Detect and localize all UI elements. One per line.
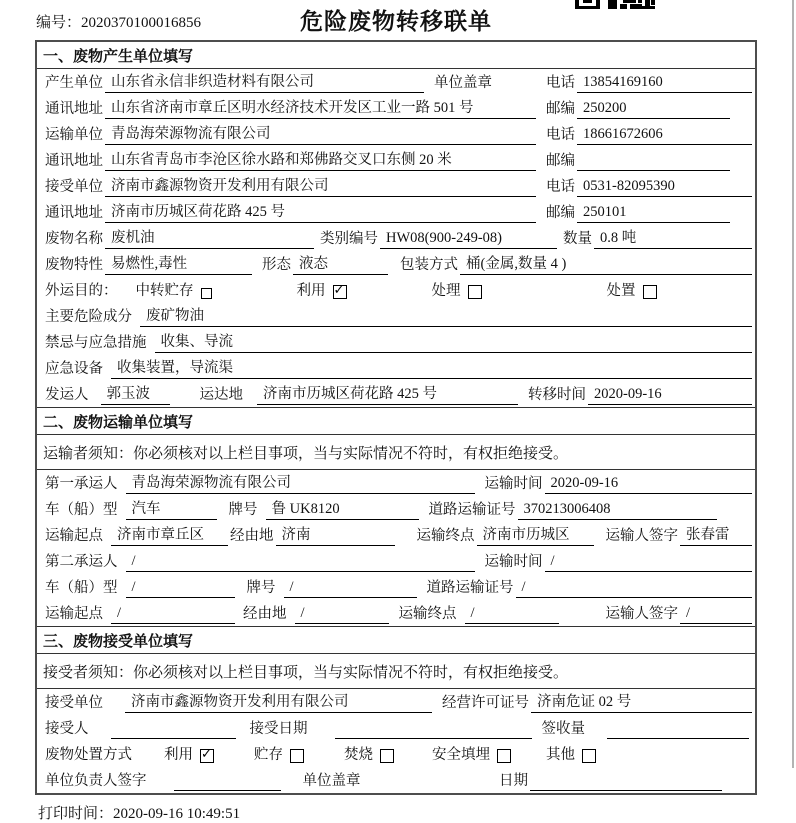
sign1-value: 张春雷 [680, 526, 752, 546]
option-label: 中转贮存 [135, 283, 194, 299]
checkbox-option [432, 746, 511, 765]
field-row-receiver-address [37, 199, 755, 225]
road-permit2-value: / [516, 578, 753, 598]
permit-value: 济南危证 02 号 [531, 693, 752, 713]
permit-label: 经营许可证号 [442, 695, 529, 711]
via2-value: / [295, 604, 389, 624]
form-value: 液态 [293, 255, 388, 275]
option-label: 其他 [546, 747, 575, 763]
field-row-transporter-address [37, 147, 755, 173]
shipper-label: 发运人 [45, 387, 89, 403]
option-label: 利用 [296, 283, 326, 299]
receiver-value: 济南市鑫源物资开发利用有限公司 [105, 177, 536, 197]
field-row-carrier1 [37, 470, 755, 496]
carrier1-time-value: 2020-09-16 [545, 474, 753, 494]
checkbox-icon [201, 288, 212, 299]
transporter-zip-value [577, 151, 730, 171]
qr-code-fragment-icon [575, 0, 655, 9]
zip-label: 邮编 [546, 153, 575, 169]
checkbox-icon [333, 285, 347, 299]
vehicle-label: 车（船）型 [45, 502, 118, 518]
option-label: 利用 [164, 747, 193, 763]
checkbox-option [432, 282, 482, 301]
terminal2-value: / [465, 604, 559, 624]
document-header [0, 0, 796, 40]
terminal-label: 运输终点 [416, 528, 475, 544]
transporter-phone-value: 18661672606 [577, 125, 752, 145]
accept-unit-value: 济南市鑫源物资开发利用有限公司 [125, 693, 432, 713]
road-permit-label: 道路运输证号 [428, 502, 516, 518]
producer-label: 产生单位 [45, 75, 103, 91]
plate2-value: / [284, 578, 417, 598]
transporter-notice: 运输者须知：你必须核对以上栏目事项，当与实际情况不符时，有权拒绝接受。 [37, 435, 755, 470]
receiver-label: 接受单位 [45, 179, 103, 195]
transporter-value: 青岛海荣源物流有限公司 [105, 125, 536, 145]
waste-name-label: 废物名称 [45, 231, 103, 247]
producer-zip-value: 250200 [577, 99, 730, 119]
carrier2-value: / [126, 552, 475, 572]
section3-title: 三、废物接受单位填写 [37, 626, 755, 654]
carrier-sign-label: 运输人签字 [605, 606, 678, 622]
seal-label: 单位盖章 [434, 75, 492, 91]
equipment-value: 收集装置，导流渠 [111, 359, 752, 379]
section2-title: 二、废物运输单位填写 [37, 407, 755, 435]
checkbox-icon [582, 749, 596, 763]
recipient-value [111, 719, 236, 739]
form-label: 形态 [262, 257, 291, 273]
checkbox-icon [468, 285, 482, 299]
serial-value: 2020370100016856 [81, 15, 202, 31]
checkbox-option [344, 746, 394, 765]
taboo-value: 收集、导流 [155, 333, 753, 353]
receiver-address-value: 济南市历城区荷花路 425 号 [105, 203, 536, 223]
producer-address-value: 山东省济南市章丘区明水经济技术开发区工业一路 501 号 [105, 99, 536, 119]
principal-value [174, 771, 281, 791]
shipper-value: 郭玉波 [101, 385, 170, 405]
destination-label: 运达地 [199, 387, 243, 403]
origin2-value: / [111, 604, 235, 624]
field-row-producer-address [37, 95, 755, 121]
category-value: HW08(900-249-08) [380, 229, 557, 249]
checkbox-option [254, 746, 304, 765]
field-row-recipient [37, 715, 755, 741]
hazard-value: 废矿物油 [140, 307, 752, 327]
checkbox-icon [200, 749, 214, 763]
option-label: 贮存 [254, 747, 283, 763]
receiver-phone-value: 0531-82095390 [577, 177, 752, 197]
field-row-disposal [37, 741, 755, 767]
carrier1-label: 第一承运人 [45, 476, 118, 492]
transporter-label: 运输单位 [45, 127, 103, 143]
recipient-label: 接受人 [45, 721, 89, 737]
accept-unit-label: 接受单位 [45, 695, 103, 711]
address-label: 通讯地址 [45, 101, 103, 117]
field-row-equipment [37, 355, 755, 381]
checkbox-option [136, 282, 212, 301]
carrier-sign-label: 运输人签字 [605, 528, 678, 544]
packing-label: 包装方式 [400, 257, 458, 273]
waste-name-value: 废机油 [105, 229, 314, 249]
purpose-label: 外运目的： [45, 283, 118, 299]
quantity-value: 0.8 吨 [594, 229, 752, 249]
plate-label: 牌号 [228, 502, 258, 518]
origin-label: 运输起点 [45, 606, 103, 622]
carrier2-time-value: / [545, 552, 753, 572]
phone-label: 电话 [546, 127, 575, 143]
field-row-vehicle2 [37, 574, 755, 600]
page-title: 危险废物转移联单 [300, 9, 492, 34]
option-label: 安全填埋 [432, 747, 490, 763]
origin1-value: 济南市章丘区 [111, 526, 228, 546]
principal-label: 单位负责人签字 [45, 773, 147, 789]
producer-phone-value: 13854169160 [577, 73, 752, 93]
field-row-vehicle1 [37, 496, 755, 522]
trait-label: 废物特性 [45, 257, 103, 273]
taboo-label: 禁忌与应急措施 [45, 335, 147, 351]
field-row-transporter [37, 121, 755, 147]
field-row-shipper [37, 381, 755, 407]
vehicle1-value: 汽车 [126, 500, 217, 520]
checkbox-icon [643, 285, 657, 299]
seal-label: 单位盖章 [302, 773, 361, 789]
ship-time-label: 运输时间 [484, 554, 543, 570]
checkbox-icon [497, 749, 511, 763]
field-row-purpose [37, 277, 755, 303]
field-row-route1 [37, 522, 755, 548]
disposal-label: 废物处置方式 [45, 747, 132, 763]
checkbox-icon [290, 749, 304, 763]
hazard-label: 主要危险成分 [45, 309, 132, 325]
accept-date-label: 接受日期 [249, 721, 308, 737]
address-label: 通讯地址 [45, 205, 103, 221]
print-time-value: 2020-09-16 10:49:51 [113, 806, 241, 822]
option-label: 处理 [431, 283, 461, 299]
date-label: 日期 [499, 773, 528, 789]
amount-value [607, 719, 749, 739]
zip-label: 邮编 [546, 205, 575, 221]
via-label: 经由地 [230, 528, 274, 544]
field-row-accept-unit [37, 689, 755, 715]
plate-label: 牌号 [246, 580, 276, 596]
zip-label: 邮编 [546, 101, 575, 117]
origin-label: 运输起点 [45, 528, 103, 544]
checkbox-option [546, 746, 596, 765]
accept-date-value [335, 719, 532, 739]
print-time [38, 802, 796, 823]
checkbox-option [297, 282, 347, 301]
road-permit1-value: 370213006408 [518, 500, 718, 520]
road-permit-label: 道路运输证号 [426, 580, 514, 596]
via1-value: 济南 [276, 526, 395, 546]
serial-label: 编号： [36, 15, 82, 31]
equipment-label: 应急设备 [45, 361, 103, 377]
amount-label: 签收量 [541, 721, 585, 737]
destination-value: 济南市历城区荷花路 425 号 [257, 385, 518, 405]
checkbox-option [607, 282, 657, 301]
option-label: 处置 [606, 283, 636, 299]
manifest-form [35, 40, 757, 795]
sign2-value: / [680, 604, 752, 624]
via-label: 经由地 [243, 606, 287, 622]
field-row-taboo [37, 329, 755, 355]
vehicle-label: 车（船）型 [45, 580, 118, 596]
sign-date-value [530, 771, 722, 791]
phone-label: 电话 [546, 179, 575, 195]
quantity-label: 数量 [563, 231, 592, 247]
field-row-route2 [37, 600, 755, 626]
print-time-label: 打印时间： [38, 806, 114, 822]
field-row-waste-name [37, 225, 755, 251]
plate1-value: 鲁 UK8120 [266, 500, 419, 520]
field-row-principal [37, 767, 755, 793]
address-label: 通讯地址 [45, 153, 103, 169]
category-label: 类别编号 [320, 231, 378, 247]
terminal1-value: 济南市历城区 [477, 526, 594, 546]
checkbox-icon [380, 749, 394, 763]
carrier2-label: 第二承运人 [45, 554, 118, 570]
transfer-time-label: 转移时间 [528, 387, 586, 403]
field-row-producer [37, 69, 755, 95]
terminal-label: 运输终点 [398, 606, 457, 622]
field-row-carrier2 [37, 548, 755, 574]
page-edge-line [792, 0, 794, 768]
section1-title: 一、废物产生单位填写 [37, 42, 755, 69]
field-row-hazard [37, 303, 755, 329]
transporter-address-value: 山东省青岛市李沧区徐水路和郑佛路交叉口东侧 20 米 [105, 151, 536, 171]
ship-time-label: 运输时间 [484, 476, 543, 492]
receiver-zip-value: 250101 [577, 203, 730, 223]
trait-value: 易燃性,毒性 [105, 255, 252, 275]
packing-value: 桶(金属,数量 4 ) [460, 255, 752, 275]
receiver-notice: 接受者须知：你必须核对以上栏目事项，当与实际情况不符时，有权拒绝接受。 [37, 654, 755, 689]
producer-value: 山东省永信非织造材料有限公司 [105, 73, 424, 93]
phone-label: 电话 [546, 75, 575, 91]
field-row-waste-trait [37, 251, 755, 277]
option-label: 焚烧 [344, 747, 373, 763]
transfer-time-value: 2020-09-16 [588, 385, 752, 405]
field-row-receiver [37, 173, 755, 199]
vehicle2-value: / [126, 578, 235, 598]
checkbox-option [164, 746, 214, 765]
carrier1-value: 青岛海荣源物流有限公司 [126, 474, 475, 494]
